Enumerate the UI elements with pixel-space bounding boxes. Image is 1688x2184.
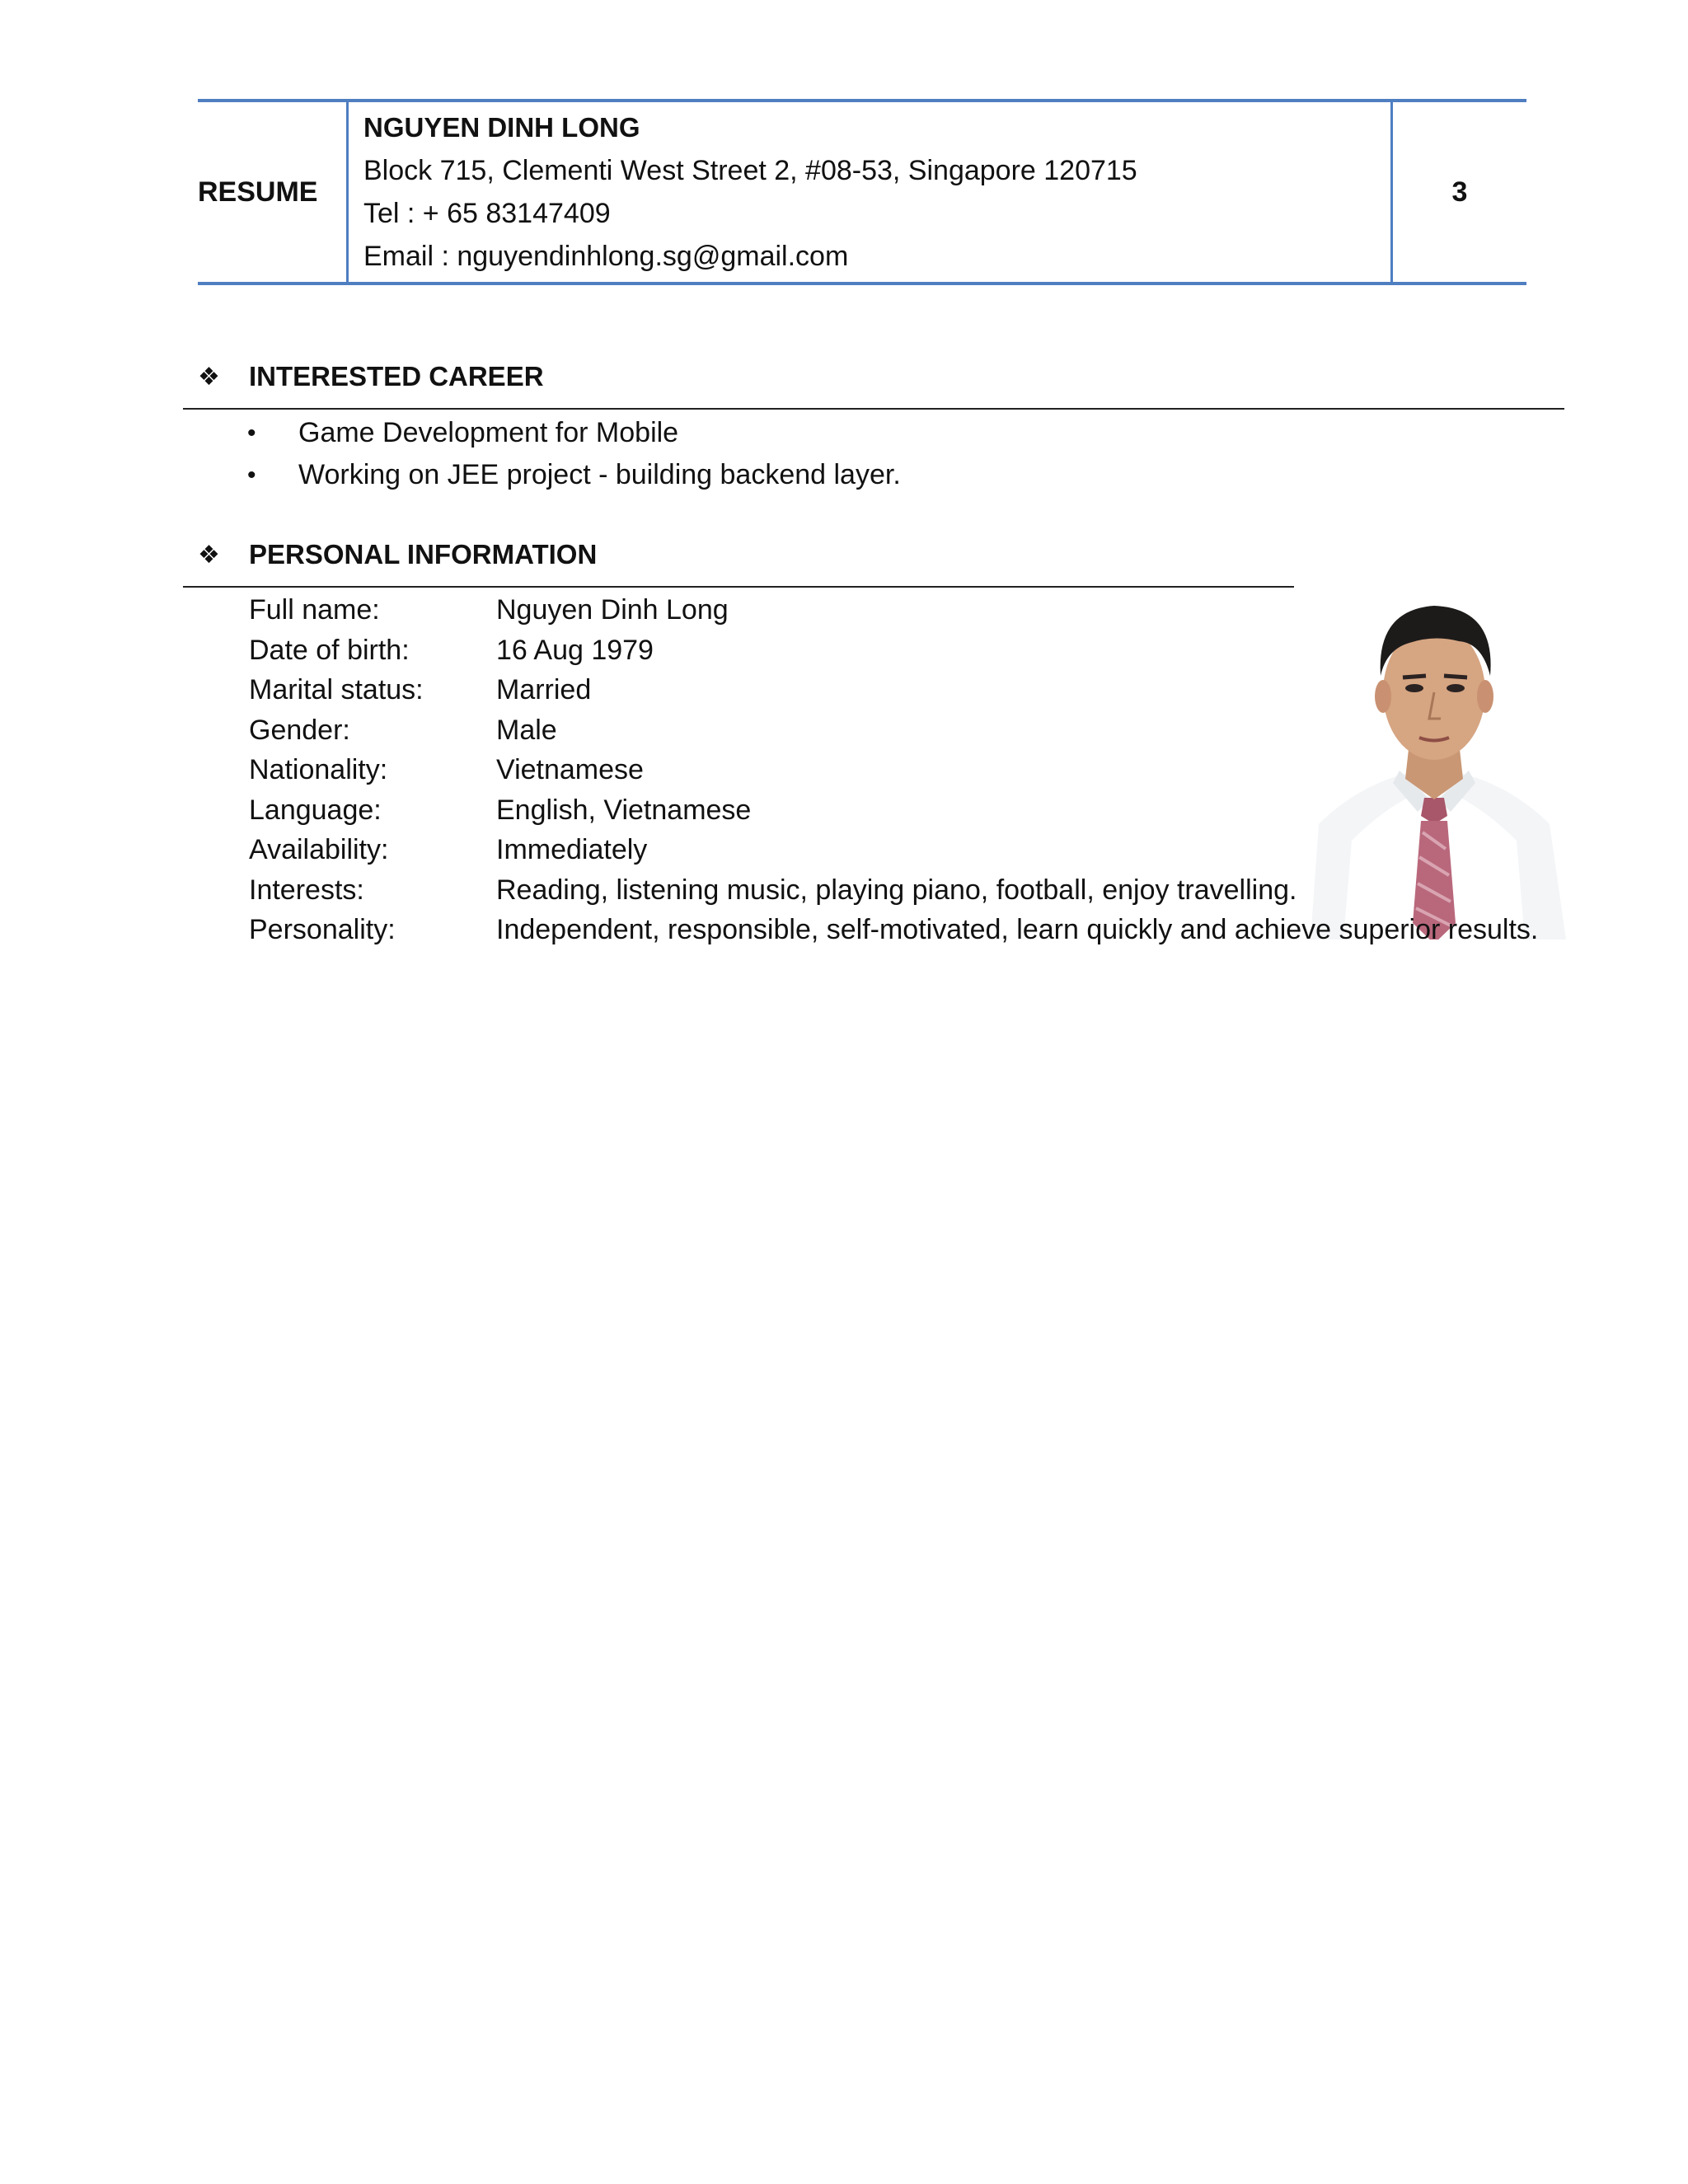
info-row	[249, 590, 1538, 630]
info-label: Nationality:	[249, 754, 388, 785]
info-label: Gender:	[249, 714, 350, 746]
applicant-name: NGUYEN DINH LONG	[363, 112, 640, 143]
bullet-icon: •	[247, 419, 256, 447]
info-value: Male	[496, 714, 557, 746]
info-label: Interests:	[249, 874, 364, 906]
info-value: Independent, responsible, self-motivated, learn quickly and achieve superior results.	[496, 914, 1539, 945]
info-label: Marital status:	[249, 674, 424, 705]
info-row	[249, 630, 1538, 671]
info-value: English, Vietnamese	[496, 794, 752, 826]
info-value: Nguyen Dinh Long	[496, 594, 729, 626]
info-row	[249, 710, 1538, 751]
info-row	[249, 750, 1538, 790]
info-row	[249, 870, 1538, 911]
info-label: Full name:	[249, 594, 380, 626]
bullet-icon: •	[247, 462, 256, 489]
info-label: Personality:	[249, 914, 396, 945]
info-label: Availability:	[249, 834, 389, 865]
info-value: Reading, listening music, playing piano, football, enjoy travelling.	[496, 874, 1297, 906]
email: Email : nguyendinhlong.sg@gmail.com	[363, 241, 849, 272]
career-list	[247, 412, 901, 496]
section-interested-career	[198, 361, 544, 392]
info-value: Married	[496, 674, 592, 705]
info-row	[249, 910, 1538, 950]
section-divider	[183, 408, 1564, 410]
contact-block	[348, 101, 1392, 284]
list-item-text: Game Development for Mobile	[298, 417, 679, 448]
resume-label: RESUME	[198, 101, 348, 284]
info-row	[249, 790, 1538, 831]
page-number: 3	[1392, 101, 1527, 284]
info-row	[249, 670, 1538, 710]
address: Block 715, Clementi West Street 2, #08-53, Singapore 120715	[363, 155, 1137, 186]
info-value: Immediately	[496, 834, 648, 865]
info-label: Language:	[249, 794, 382, 826]
section-title: PERSONAL INFORMATION	[249, 539, 598, 569]
info-value: Vietnamese	[496, 754, 644, 785]
personal-info-list	[249, 590, 1538, 950]
list-item	[247, 454, 901, 496]
diamond-bullet-icon: ❖	[198, 363, 220, 391]
section-personal-information	[198, 539, 597, 570]
header-table	[198, 99, 1526, 285]
section-title: INTERESTED CAREER	[249, 361, 544, 391]
list-item	[247, 412, 901, 454]
info-label: Date of birth:	[249, 634, 410, 666]
info-row	[249, 830, 1538, 870]
list-item-text: Working on JEE project - building backend layer.	[298, 459, 901, 490]
diamond-bullet-icon: ❖	[198, 541, 220, 569]
info-value: 16 Aug 1979	[496, 634, 654, 666]
telephone: Tel : + 65 83147409	[363, 198, 611, 229]
